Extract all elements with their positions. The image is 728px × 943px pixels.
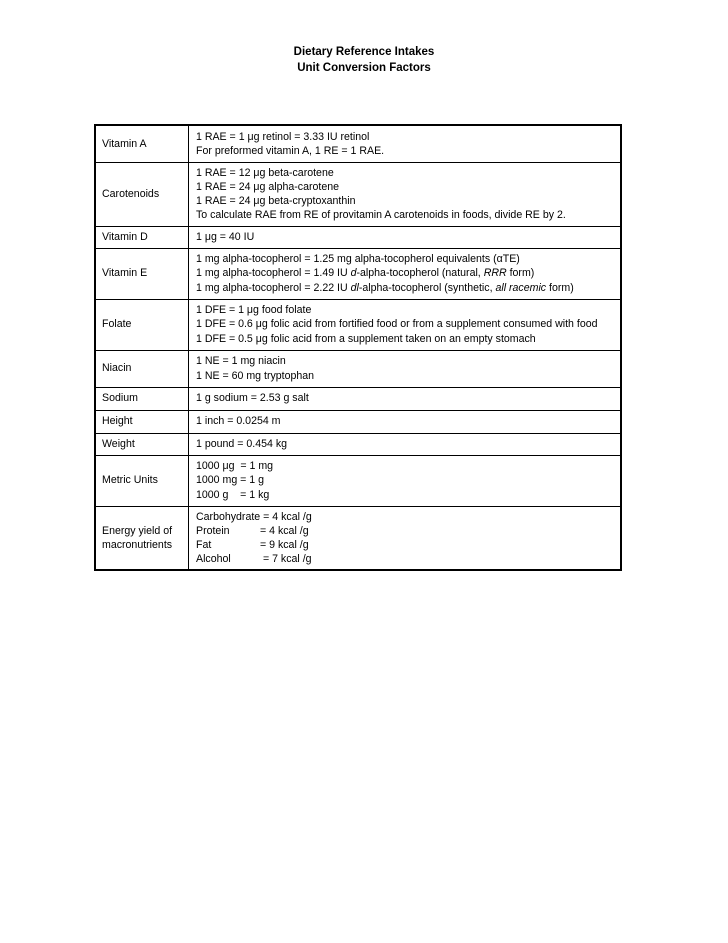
- value-line: 1000 μg = 1 mg: [196, 460, 274, 473]
- value-line: 1 μg = 40 IU: [196, 230, 255, 243]
- table-row: [95, 226, 621, 248]
- text-segment: -alpha-tocopherol (synthetic,: [358, 281, 496, 294]
- row-value: [189, 226, 622, 248]
- row-label: Vitamin A: [95, 125, 189, 162]
- row-label: Height: [95, 410, 189, 433]
- value-line: 1 inch = 0.0254 m: [196, 415, 281, 428]
- italic-segment: d: [350, 267, 357, 280]
- value-line: 1 NE = 60 mg tryptophan: [196, 369, 315, 382]
- conversion-table: [94, 124, 622, 571]
- value-line: 1 g sodium = 2.53 g salt: [196, 392, 309, 405]
- table-row: [95, 506, 621, 570]
- energy-line: [196, 510, 614, 524]
- value-line: 1000 mg = 1 g: [196, 474, 265, 487]
- row-value: [189, 433, 622, 455]
- text-segment: -alpha-tocopherol (natural,: [356, 267, 484, 280]
- value-line: 1 pound = 0.454 kg: [196, 437, 288, 450]
- row-value: [189, 410, 622, 433]
- row-label: Folate: [95, 299, 189, 350]
- energy-name: Carbohydrate: [196, 510, 261, 523]
- italic-segment: all racemic: [495, 281, 547, 294]
- row-value: [189, 455, 622, 506]
- value-line: To calculate RAE from RE of provitamin A carotenoids in foods, divide RE by 2.: [196, 209, 566, 222]
- energy-name: Alcohol: [196, 553, 231, 566]
- label-line: macronutrients: [102, 538, 173, 551]
- row-value: [189, 125, 622, 162]
- table-row: [95, 410, 621, 433]
- table-row: [95, 350, 621, 387]
- title-line-2: Unit Conversion Factors: [297, 62, 431, 74]
- table-row: [95, 433, 621, 455]
- energy-value: = 4 kcal /g: [260, 524, 309, 537]
- value-line: 1 RAE = 24 μg alpha-carotene: [196, 180, 340, 193]
- row-value: [189, 248, 622, 299]
- energy-name: Protein: [196, 524, 230, 537]
- label-line: Energy yield of: [102, 524, 173, 537]
- energy-name: Fat: [196, 538, 212, 551]
- row-label: Weight: [95, 433, 189, 455]
- value-line: 1 NE = 1 mg niacin: [196, 355, 286, 368]
- value-line: 1 DFE = 0.5 μg folic acid from a supplement taken on an empty stomach: [196, 332, 536, 345]
- energy-line: [196, 524, 614, 538]
- value-line: 1 mg alpha-tocopherol = 1.25 mg alpha-tocopherol equivalents (αTE): [196, 253, 520, 266]
- value-line: For preformed vitamin A, 1 RE = 1 RAE.: [196, 144, 385, 157]
- row-value: [189, 299, 622, 350]
- italic-segment: RRR: [483, 267, 507, 280]
- value-line: 1 RAE = 24 μg beta-cryptoxanthin: [196, 195, 356, 207]
- value-line: 1 RAE = 1 μg retinol = 3.33 IU retinol: [196, 130, 370, 143]
- row-label: Niacin: [95, 350, 189, 387]
- row-value: [189, 162, 622, 226]
- value-line: 1 RAE = 12 μg beta-carotene: [196, 166, 334, 179]
- row-value: [189, 506, 622, 570]
- document-title: [0, 44, 728, 76]
- row-value: [189, 350, 622, 387]
- value-line: [196, 266, 614, 280]
- row-label: Sodium: [95, 387, 189, 410]
- italic-segment: dl: [350, 281, 359, 294]
- row-label: Carotenoids: [95, 162, 189, 226]
- text-segment: form): [546, 281, 574, 294]
- energy-line: [196, 552, 614, 566]
- row-value: [189, 387, 622, 410]
- table-row: [95, 299, 621, 350]
- row-label: Metric Units: [95, 455, 189, 506]
- table-row: [95, 125, 621, 162]
- table-row: [95, 455, 621, 506]
- title-line-1: Dietary Reference Intakes: [293, 46, 435, 58]
- text-segment: 1 mg alpha-tocopherol = 1.49 IU: [196, 267, 351, 280]
- value-line: 1 DFE = 1 μg food folate: [196, 304, 312, 317]
- energy-value: = 9 kcal /g: [260, 538, 309, 551]
- energy-line: [196, 538, 614, 552]
- value-line: 1000 g = 1 kg: [196, 488, 270, 501]
- value-line: 1 DFE = 0.6 μg folic acid from fortified food or from a supplement consumed with food: [196, 318, 598, 331]
- row-label: [95, 506, 189, 570]
- energy-value: = 7 kcal /g: [260, 553, 312, 566]
- table-row: [95, 248, 621, 299]
- text-segment: form): [506, 267, 535, 280]
- value-line: [196, 281, 614, 295]
- row-label: Vitamin D: [95, 226, 189, 248]
- table-row: [95, 162, 621, 226]
- text-segment: 1 mg alpha-tocopherol = 2.22 IU: [196, 281, 351, 294]
- table-row: [95, 387, 621, 410]
- row-label: Vitamin E: [95, 248, 189, 299]
- energy-value: = 4 kcal /g: [263, 510, 312, 523]
